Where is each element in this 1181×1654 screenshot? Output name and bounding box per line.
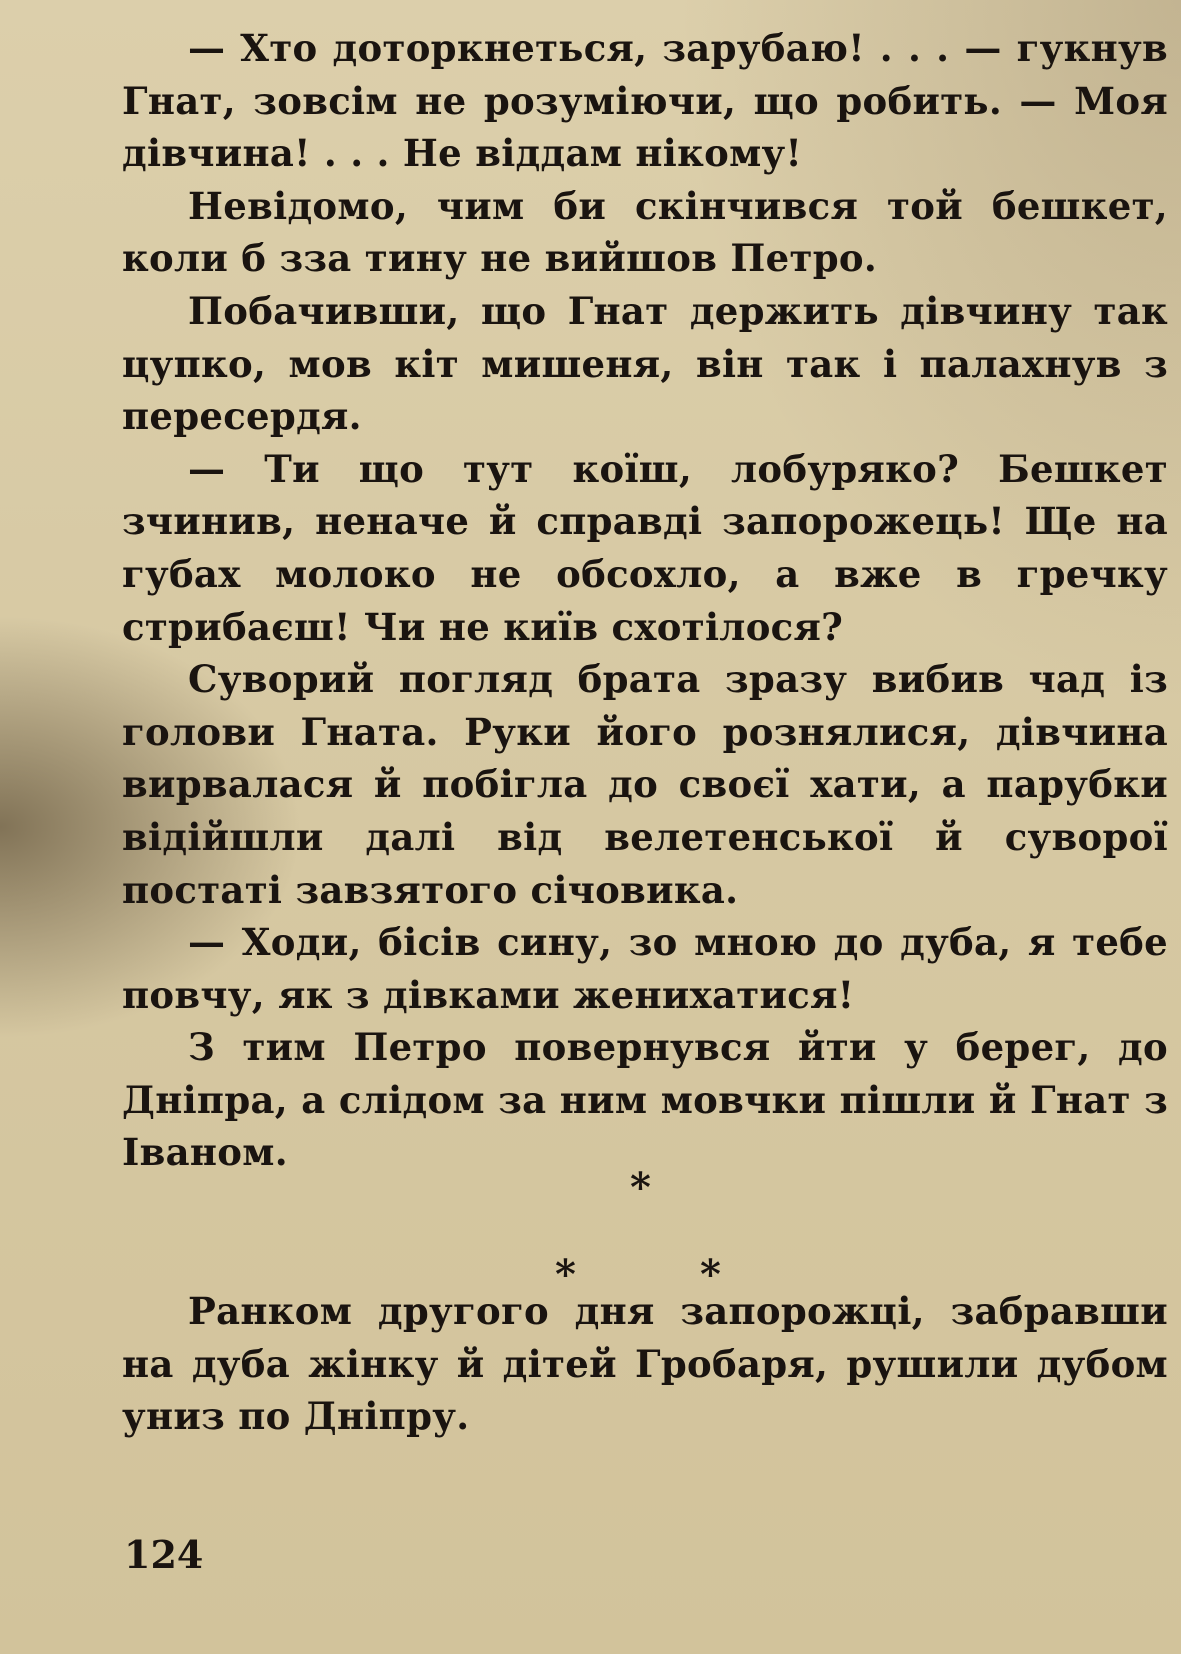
section-break-asterisk: * [700, 1251, 721, 1298]
paragraph: Невідомо, чим би скінчився той бешкет, коли б зза тину не вийшов Петро. [122, 183, 1168, 281]
main-text-lower [122, 1285, 1168, 1443]
paragraph: Ранком другого дня запорожці, забравши на дуба жінку й дітей Гробаря, рушили дубом униз по Дніпру. [122, 1289, 1168, 1439]
page-number: 124 [124, 1532, 204, 1577]
section-break-asterisk: * [630, 1164, 651, 1211]
paragraph: Суворий погляд брата зразу вибив чад із голови Гната. Руки його рознялися, дівчина вирвалася й побігла до своєї хати, а парубки відійшли далі від велетенської й суворої постаті завзятого січовика. [122, 657, 1168, 912]
main-text-upper [122, 22, 1168, 1179]
paragraph: З тим Петро повернувся йти у берег, до Дніпра, а слідом за ним мовчки пішли й Гнат з Іваном. [122, 1025, 1168, 1175]
paragraph: — Ти що тут коїш, лобуряко? Бешкет зчинив, неначе й справді запорожець! Ще на губах молоко не обсохло, а вже в гречку стрибаєш! Чи не київ схотілося? [122, 446, 1168, 649]
paragraph: — Хто доторкнеться, зарубаю! . . . — гукнув Гнат, зовсім не розуміючи, що робить. — Моя дівчина! . . . Не віддам нікому! [122, 26, 1168, 176]
section-break-asterisk: * [555, 1251, 576, 1298]
paragraph: Побачивши, що Гнат держить дівчину так цупко, мов кіт мишеня, він так і палахнув з пересердя. [122, 288, 1168, 439]
paragraph: — Ходи, бісів сину, зо мною до дуба, я тебе повчу, як з дівками женихатися! [122, 920, 1168, 1017]
